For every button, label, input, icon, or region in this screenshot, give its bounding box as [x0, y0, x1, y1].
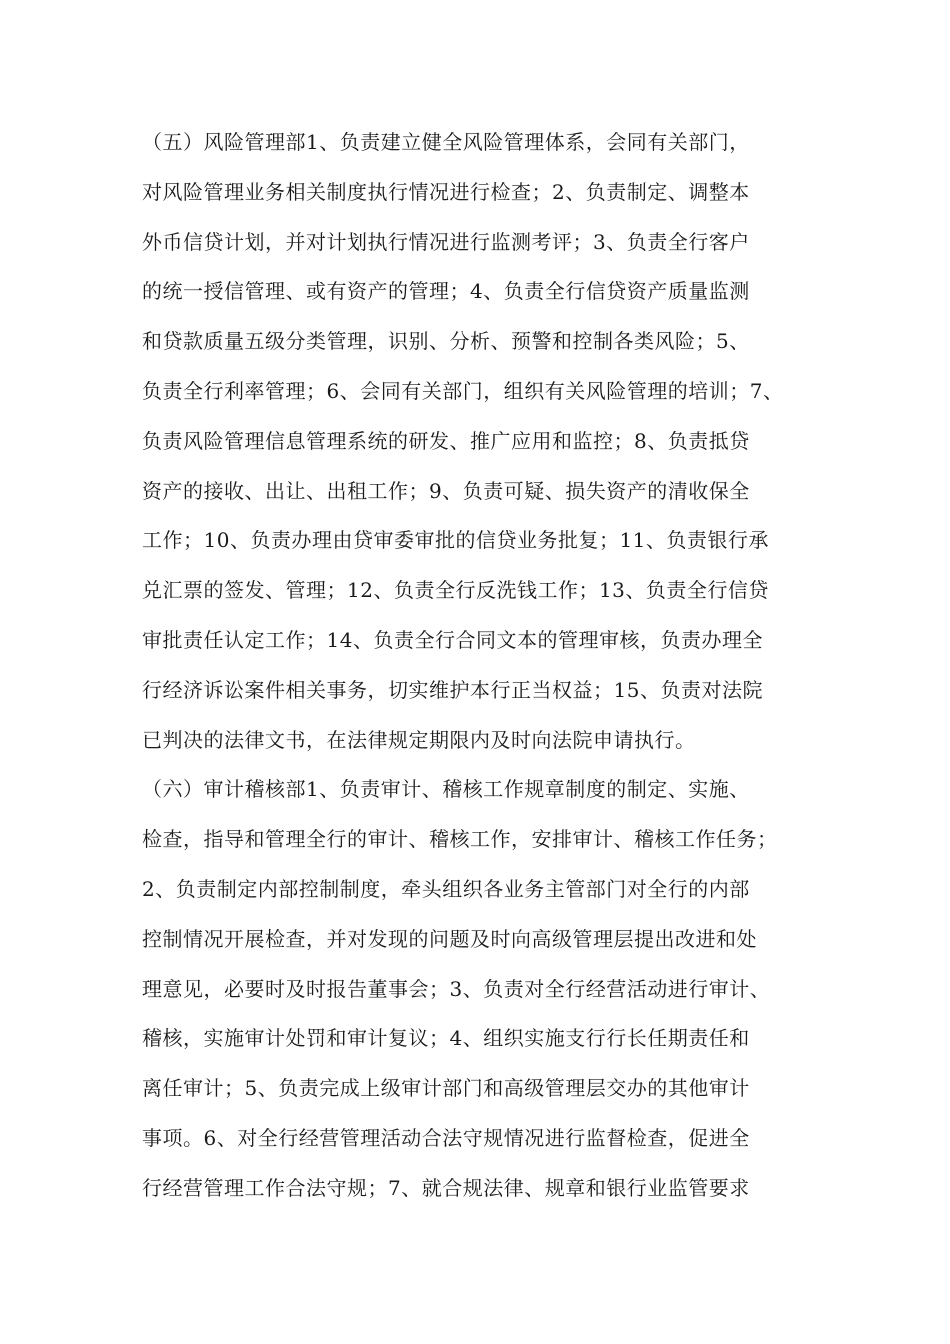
text-line: 工作；10、负责办理由贷审委审批的信贷业务批复；11、负责银行承: [142, 528, 769, 553]
text-line: 和贷款质量五级分类管理，识别、分析、预警和控制各类风险；5、: [142, 329, 750, 354]
text-line: 2、负责制定内部控制制度，牵头组织各业务主管部门对全行的内部: [142, 876, 750, 901]
body-text: [142, 122, 842, 1218]
text-line: 审批责任认定工作；14、负责全行合同文本的管理审核，负责办理全: [142, 627, 763, 652]
text-line: （六）审计稽核部1、负责审计、稽核工作规章制度的制定、实施、: [142, 777, 750, 802]
text-line: 已判决的法律文书，在法律规定期限内及时向法院申请执行。: [142, 727, 696, 752]
text-line: 理意见，必要时及时报告董事会；3、负责对全行经营活动进行审计、: [142, 976, 771, 1001]
text-line: 检查，指导和管理全行的审计、稽核工作，安排审计、稽核工作任务；: [142, 827, 778, 852]
text-line: 负责风险管理信息管理系统的研发、推广应用和监控；8、负责抵贷: [142, 428, 750, 453]
text-line: 外币信贷计划，并对计划执行情况进行监测考评；3、负责全行客户: [142, 229, 750, 254]
text-line: 事项。6、对全行经营管理活动合法守规情况进行监督检查，促进全: [142, 1125, 750, 1150]
text-line: 的统一授信管理、或有资产的管理；4、负责全行信贷资产质量监测: [142, 279, 750, 304]
text-line: 对风险管理业务相关制度执行情况进行检查；2、负责制定、调整本: [142, 179, 750, 204]
text-line: 兑汇票的签发、管理；12、负责全行反洗钱工作；13、负责全行信贷: [142, 578, 769, 603]
text-line: 负责全行利率管理；6、会同有关部门，组织有关风险管理的培训；7、: [142, 378, 784, 403]
text-line: 资产的接收、出让、出租工作；9、负责可疑、损失资产的清收保全: [142, 478, 750, 503]
text-line: （五）风险管理部1、负责建立健全风险管理体系，会同有关部门，: [142, 130, 750, 154]
text-line: 稽核，实施审计处罚和审计复议；4、组织实施支行行长任期责任和: [142, 1026, 750, 1051]
text-line: 离任审计；5、负责完成上级审计部门和高级管理层交办的其他审计: [142, 1076, 750, 1101]
text-line: 行经营管理工作合法守规；7、就合规法律、规章和银行业监管要求: [142, 1175, 750, 1200]
text-line: 控制情况开展检查，并对发现的问题及时向高级管理层提出改进和处: [142, 926, 757, 951]
text-line: 行经济诉讼案件相关事务，切实维护本行正当权益；15、负责对法院: [142, 677, 763, 702]
